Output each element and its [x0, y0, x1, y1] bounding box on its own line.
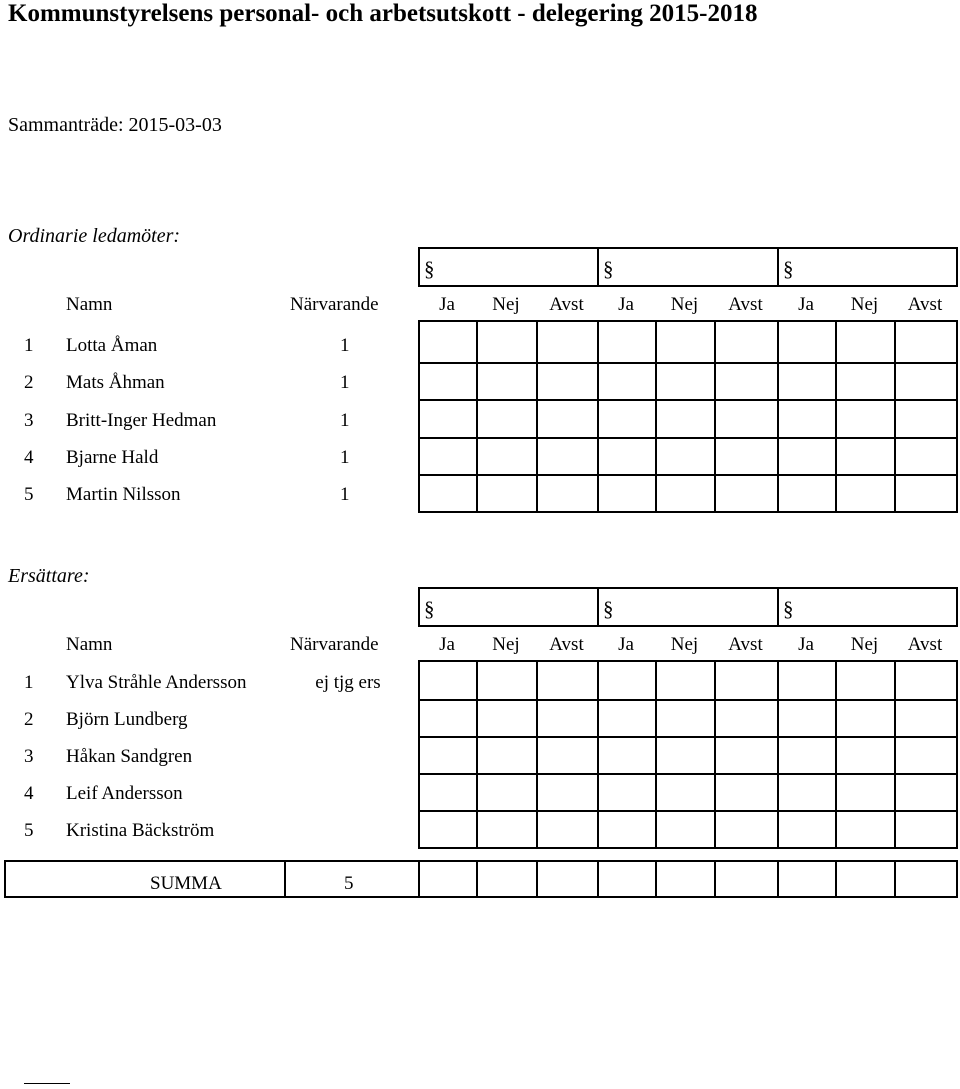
grid-line — [777, 587, 779, 625]
header-namn: Namn — [66, 294, 113, 315]
header-vote: Avst — [549, 294, 584, 315]
grid-line — [418, 437, 958, 439]
header-vote: Nej — [850, 634, 879, 655]
grid-line — [655, 660, 657, 847]
grid-line — [418, 660, 958, 662]
header-vote: Nej — [850, 294, 879, 315]
section-symbol: § — [424, 597, 435, 621]
row-namn: Britt-Inger Hedman — [66, 410, 217, 431]
grid-line — [418, 511, 958, 513]
section-symbol: § — [783, 597, 794, 621]
grid-line — [418, 285, 958, 287]
section-symbol: § — [424, 257, 435, 281]
row-namn: Martin Nilsson — [66, 484, 181, 505]
grid-line — [418, 847, 958, 849]
grid-line — [714, 860, 716, 898]
grid-line — [777, 247, 779, 285]
row-namn: Björn Lundberg — [66, 709, 188, 730]
grid-line — [4, 860, 6, 898]
grid-line — [4, 896, 958, 898]
row-nr: 1 — [24, 335, 34, 356]
row-nr: 1 — [24, 672, 34, 693]
grid-line — [655, 860, 657, 898]
meeting-date: Sammanträde: 2015-03-03 — [8, 114, 222, 136]
row-narvarande: 1 — [340, 447, 350, 468]
grid-line — [418, 773, 958, 775]
grid-line — [597, 660, 599, 847]
header-vote: Nej — [670, 294, 699, 315]
ordinarie-heading: Ordinarie ledamöter: — [8, 225, 181, 247]
grid-line — [956, 660, 958, 847]
footer-rule — [24, 1083, 70, 1084]
header-vote: Nej — [670, 634, 699, 655]
section-symbol: § — [783, 257, 794, 281]
row-narvarande: ej tjg ers — [315, 672, 381, 693]
header-vote: Ja — [439, 294, 455, 315]
summa-value: 5 — [344, 873, 354, 894]
grid-line — [835, 860, 837, 898]
header-vote: Ja — [798, 634, 814, 655]
grid-line — [894, 320, 896, 511]
grid-line — [418, 247, 420, 285]
grid-line — [536, 660, 538, 847]
grid-line — [418, 362, 958, 364]
section-symbol: § — [603, 597, 614, 621]
row-nr: 5 — [24, 820, 34, 841]
row-nr: 4 — [24, 783, 34, 804]
grid-line — [418, 320, 420, 511]
grid-line — [956, 247, 958, 285]
row-namn: Håkan Sandgren — [66, 746, 193, 767]
grid-line — [597, 587, 599, 625]
grid-line — [894, 660, 896, 847]
grid-line — [597, 320, 599, 511]
grid-line — [956, 587, 958, 625]
row-nr: 3 — [24, 410, 34, 431]
grid-line — [655, 320, 657, 511]
section-symbol: § — [603, 257, 614, 281]
grid-line — [418, 860, 420, 898]
header-vote: Ja — [618, 634, 634, 655]
grid-line — [536, 320, 538, 511]
row-nr: 3 — [24, 746, 34, 767]
grid-line — [418, 399, 958, 401]
row-namn: Kristina Bäckström — [66, 820, 215, 841]
grid-line — [476, 860, 478, 898]
row-narvarande: 1 — [340, 372, 350, 393]
header-namn: Namn — [66, 634, 113, 655]
grid-line — [777, 860, 779, 898]
header-vote: Avst — [728, 634, 763, 655]
grid-line — [777, 320, 779, 511]
grid-line — [418, 587, 958, 589]
row-namn: Ylva Stråhle Andersson — [66, 672, 247, 693]
grid-line — [476, 660, 478, 847]
grid-line — [418, 736, 958, 738]
row-namn: Mats Åhman — [66, 372, 165, 393]
grid-line — [418, 247, 958, 249]
header-vote: Nej — [492, 294, 520, 315]
header-vote: Ja — [798, 294, 814, 315]
header-vote: Avst — [907, 634, 943, 655]
grid-line — [418, 660, 420, 847]
row-namn: Lotta Åman — [66, 335, 158, 356]
row-namn: Bjarne Hald — [66, 447, 159, 468]
grid-line — [418, 587, 420, 625]
grid-line — [284, 860, 286, 898]
summa-label: SUMMA — [150, 873, 222, 894]
page-title: Kommunstyrelsens personal- och arbetsutskott - delegering 2015-2018 — [8, 0, 758, 27]
grid-line — [418, 320, 958, 322]
grid-line — [956, 860, 958, 898]
header-vote: Avst — [907, 294, 943, 315]
header-vote: Avst — [728, 294, 763, 315]
row-narvarande: 1 — [340, 335, 350, 356]
row-nr: 2 — [24, 372, 34, 393]
grid-line — [597, 860, 599, 898]
grid-line — [714, 660, 716, 847]
grid-line — [714, 320, 716, 511]
row-nr: 4 — [24, 447, 34, 468]
grid-line — [418, 474, 958, 476]
header-vote: Nej — [492, 634, 520, 655]
grid-line — [536, 860, 538, 898]
grid-line — [597, 247, 599, 285]
grid-line — [777, 660, 779, 847]
grid-line — [894, 860, 896, 898]
grid-line — [418, 810, 958, 812]
row-narvarande: 1 — [340, 410, 350, 431]
grid-line — [956, 320, 958, 511]
header-vote: Avst — [549, 634, 584, 655]
header-vote: Ja — [439, 634, 455, 655]
grid-line — [418, 625, 958, 627]
grid-line — [476, 320, 478, 511]
grid-line — [835, 660, 837, 847]
grid-line — [418, 699, 958, 701]
grid-line — [835, 320, 837, 511]
header-narvarande: Närvarande — [290, 294, 379, 315]
row-namn: Leif Andersson — [66, 783, 183, 804]
row-narvarande: 1 — [340, 484, 350, 505]
ersattare-heading: Ersättare: — [8, 565, 90, 587]
header-vote: Ja — [618, 294, 634, 315]
header-narvarande: Närvarande — [290, 634, 379, 655]
grid-line — [4, 860, 958, 862]
row-nr: 2 — [24, 709, 34, 730]
row-nr: 5 — [24, 484, 34, 505]
